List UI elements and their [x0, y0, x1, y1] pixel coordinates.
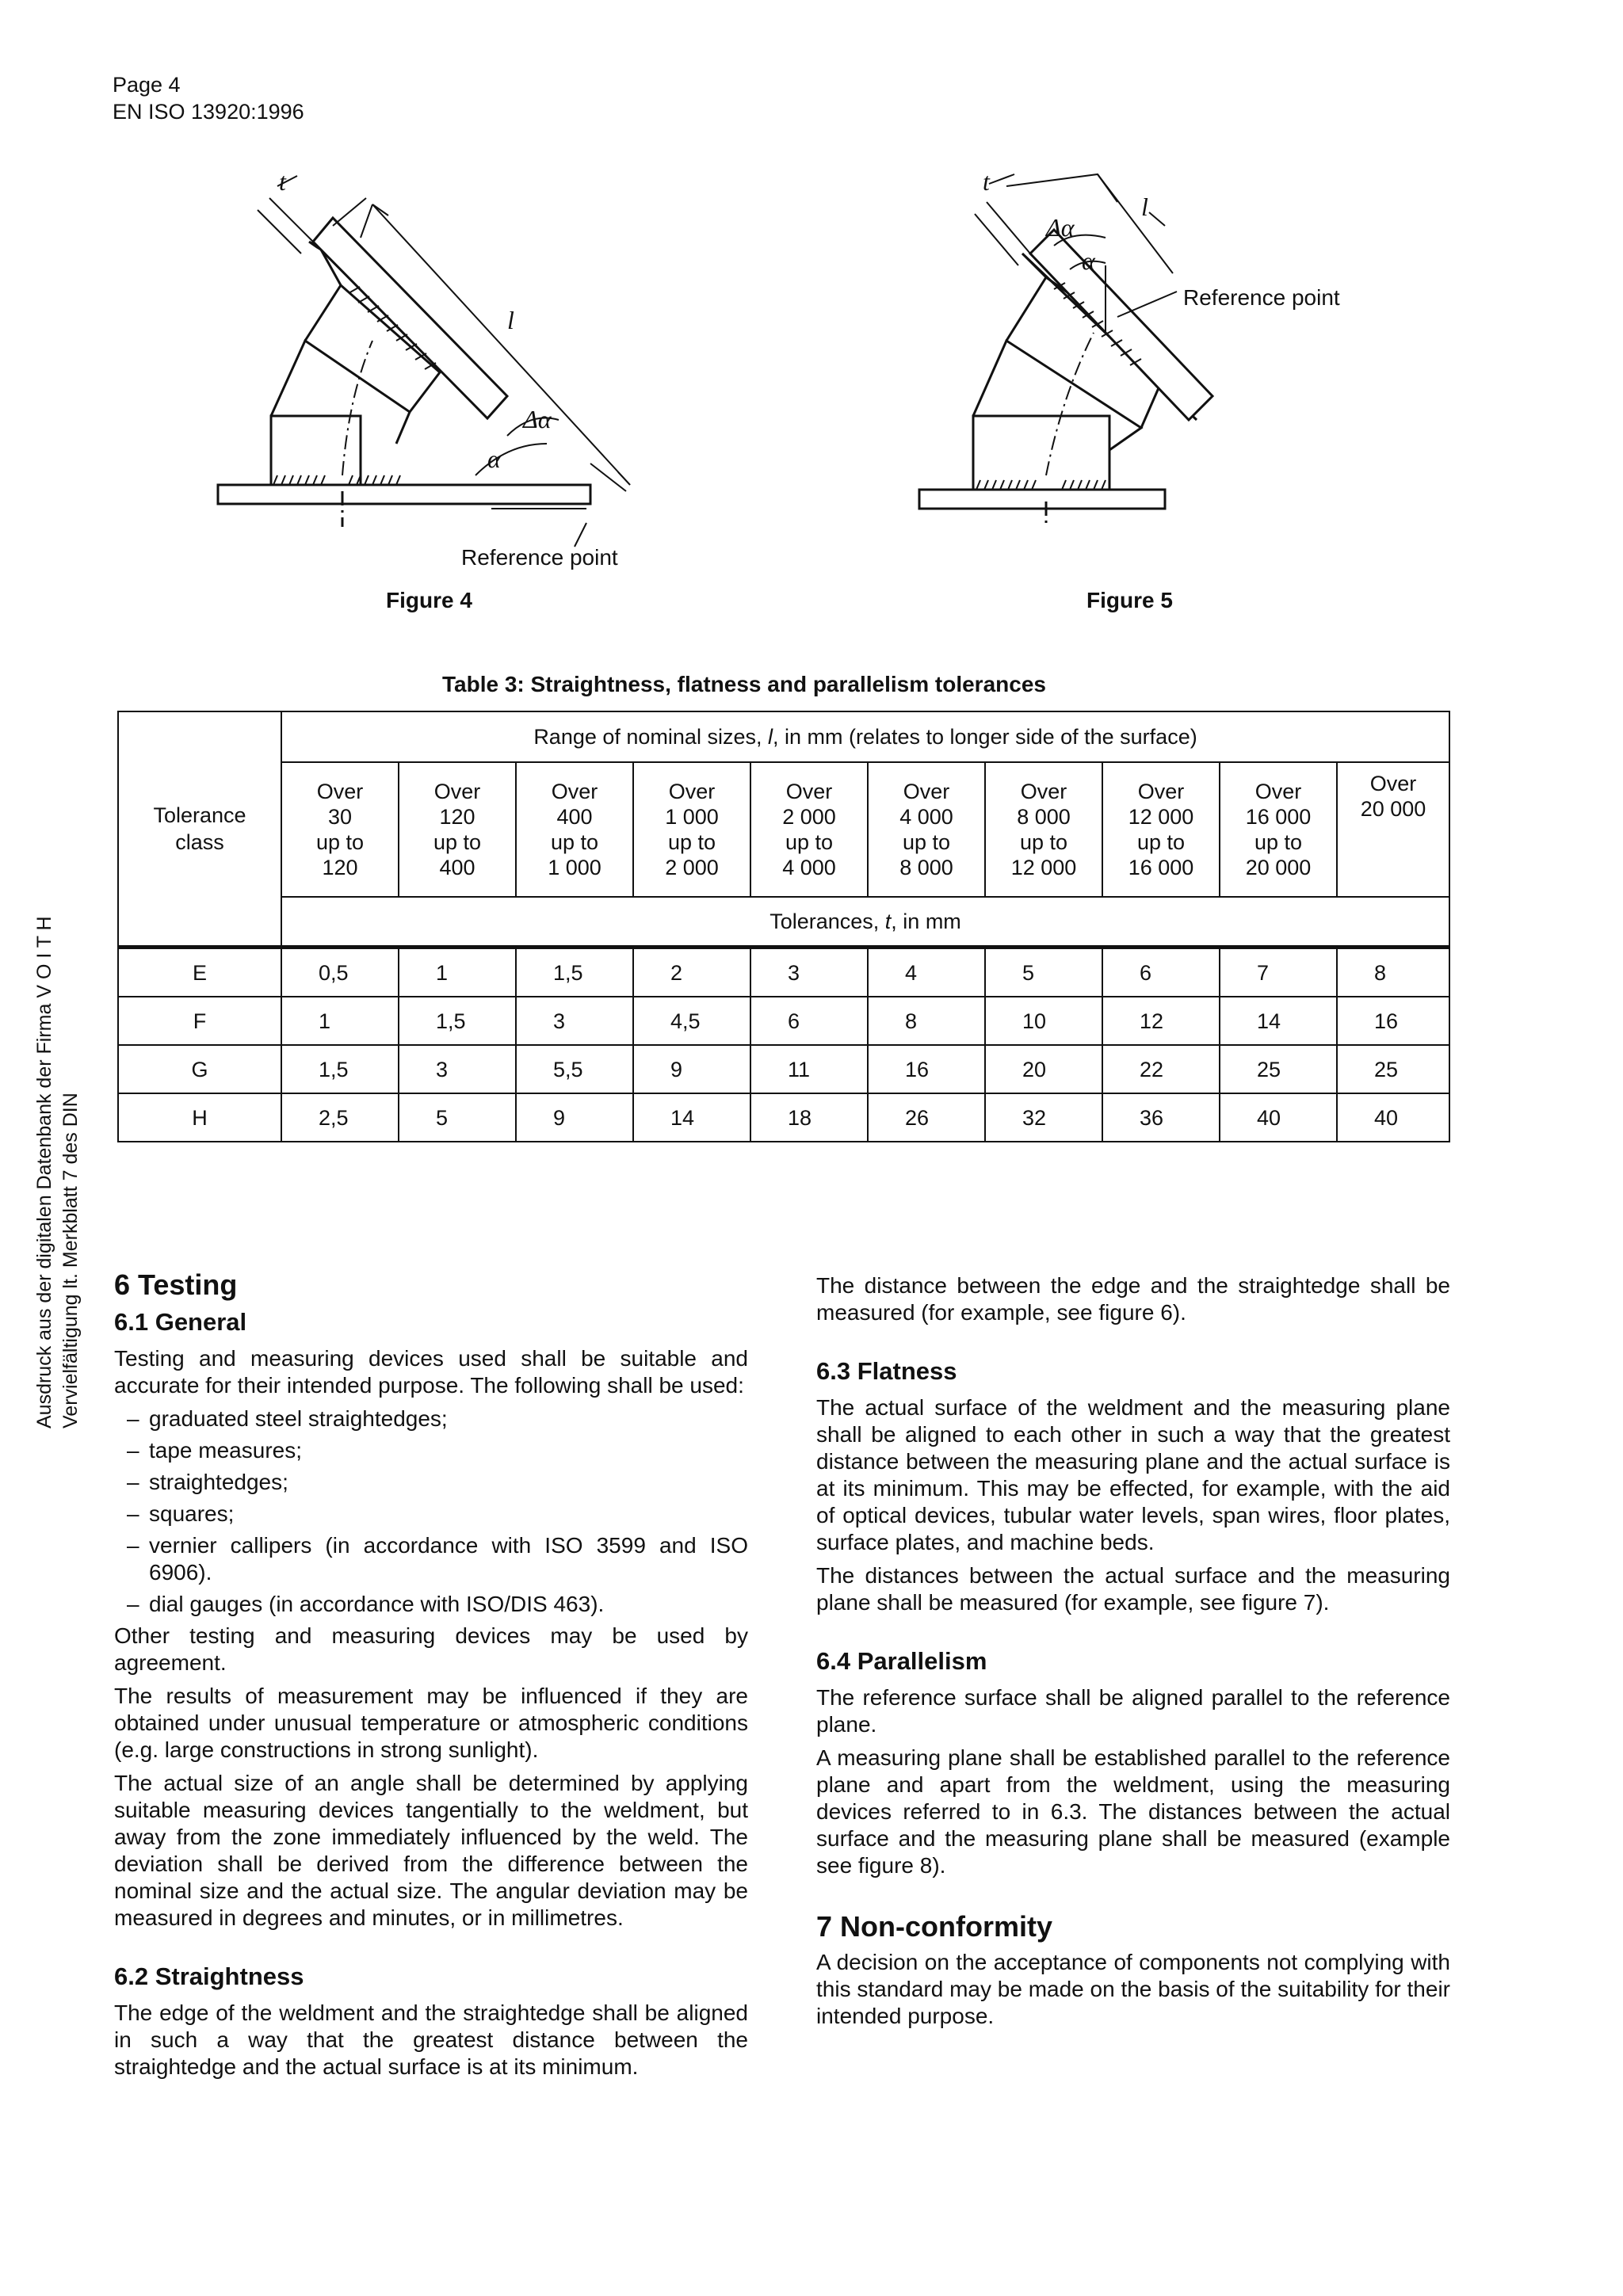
tolerance-table — [117, 711, 1450, 1142]
side-watermark — [32, 874, 84, 1428]
fig4-reference-label: Reference point — [461, 545, 618, 570]
fig4-l-symbol: l — [507, 306, 514, 334]
value-cell: 2 — [633, 948, 750, 997]
value-cell: 3 — [399, 1045, 516, 1093]
list-item: – squares; — [114, 1501, 748, 1527]
range-header: Range of nominal sizes, l, in mm (relates to longer side of the surface) — [281, 711, 1449, 762]
value-cell: 8 — [1337, 948, 1449, 997]
list-item: – straightedges; — [114, 1469, 748, 1496]
para-other: Other testing and measuring devices may be used by agreement. — [114, 1623, 748, 1675]
heading-flatness: 6.3 Flatness — [816, 1357, 957, 1385]
size-range-cell: Over 4 000 up to 8 000 — [868, 762, 985, 897]
table-title: Table 3: Straightness, flatness and parallelism tolerances — [442, 672, 1046, 696]
value-cell: 4 — [868, 948, 985, 997]
para-general: Testing and measuring devices used shall be suitable and accurate for their intended purpose. The following shall be used: — [114, 1346, 748, 1398]
tolerances-header: Tolerances, t, in mm — [281, 897, 1449, 948]
value-cell: 36 — [1102, 1093, 1220, 1142]
size-range-cell: Over 12 000 up to 16 000 — [1102, 762, 1220, 897]
value-cell: 5 — [399, 1093, 516, 1142]
value-cell: 1,5 — [516, 948, 633, 997]
size-range-cell: Over 20 000 — [1337, 762, 1449, 897]
value-cell: 16 — [868, 1045, 985, 1093]
value-cell: 9 — [516, 1093, 633, 1142]
device-list — [114, 1405, 748, 1618]
para-parallelism-2: A measuring plane shall be established parallel to the reference plane and apart from the weldment, using the measuring devices referred to in 6.3. The distances between the actual surface and the measuring plane shall be measured (example see figure 8). — [816, 1745, 1450, 1878]
para-flatness-2: The distances between the actual surface and the measuring plane shall be measured (for example, see figure 7). — [816, 1563, 1450, 1615]
left-column — [114, 1268, 748, 2087]
value-cell: 6 — [1102, 948, 1220, 997]
tolerance-class-header: Tolerance class — [118, 711, 281, 948]
side-watermark-line2: Vervielfältigung lt. Merkblatt 7 des DIN — [59, 1093, 82, 1428]
side-watermark-line1: Ausdruck aus der digitalen Datenbank der Firma V O I T H — [33, 916, 55, 1428]
value-cell: 2,5 — [281, 1093, 399, 1142]
fig5-alpha-symbol: α — [1082, 246, 1095, 275]
para-distance: The distance between the edge and the straightedge shall be measured (for example, see figure 6). — [816, 1273, 1450, 1325]
value-cell: 5 — [985, 948, 1102, 997]
heading-general: 6.1 General — [114, 1308, 247, 1336]
para-flatness-1: The actual surface of the weldment and the measuring plane shall be aligned to each other in such a way that the greatest distance between the measuring plane and the actual surface is at its minimum. This may be effected, for example, with the aid of optical devices, tubular water levels, span wires, floor plates, surface plates, and machine beds. — [816, 1395, 1450, 1554]
class-cell: G — [118, 1045, 281, 1093]
heading-parallelism: 6.4 Parallelism — [816, 1647, 987, 1675]
figure-5-caption: Figure 5 — [1086, 588, 1173, 612]
right-column — [816, 1272, 1450, 2036]
class-cell: E — [118, 948, 281, 997]
size-range-cell: Over 30 up to 120 — [281, 762, 399, 897]
value-cell: 25 — [1220, 1045, 1337, 1093]
value-cell: 32 — [985, 1093, 1102, 1142]
value-cell: 40 — [1220, 1093, 1337, 1142]
class-cell: F — [118, 997, 281, 1045]
para-angle: The actual size of an angle shall be determined by applying suitable measuring devices tangentially to the weldment, but away from the zone immediately influenced by the weld. The deviation shall be derived from the difference between the nominal size and the actual size. The angular deviation may be measured in degrees and minutes, or in millimetres. — [114, 1771, 748, 1930]
size-range-cell: Over 400 up to 1 000 — [516, 762, 633, 897]
value-cell: 1 — [399, 948, 516, 997]
value-cell: 25 — [1337, 1045, 1449, 1093]
size-range-cell: Over 2 000 up to 4 000 — [750, 762, 868, 897]
page-number: Page 4 — [113, 73, 181, 97]
table-row-F — [118, 997, 1449, 1045]
fig5-delta-alpha-symbol: Δα — [1046, 213, 1075, 242]
para-results: The results of measurement may be influenced if they are obtained under unusual temperature or atmospheric conditions (e.g. large constructions in strong sunlight). — [114, 1684, 748, 1762]
value-cell: 22 — [1102, 1045, 1220, 1093]
value-cell: 4,5 — [633, 997, 750, 1045]
para-straightness: The edge of the weldment and the straightedge shall be aligned in such a way that the greatest distance between the straightedge and the actual surface is at its minimum. — [114, 2000, 748, 2079]
value-cell: 9 — [633, 1045, 750, 1093]
fig4-delta-alpha-symbol: Δα — [523, 405, 552, 433]
value-cell: 18 — [750, 1093, 868, 1142]
value-cell: 1 — [281, 997, 399, 1045]
value-cell: 10 — [985, 997, 1102, 1045]
table-row-H — [118, 1093, 1449, 1142]
fig5-l-symbol: l — [1141, 193, 1148, 221]
list-item: – dial gauges (in accordance with ISO/DIS 463). — [114, 1591, 748, 1618]
value-cell: 40 — [1337, 1093, 1449, 1142]
value-cell: 7 — [1220, 948, 1337, 997]
value-cell: 0,5 — [281, 948, 399, 997]
value-cell: 11 — [750, 1045, 868, 1093]
heading-straightness: 6.2 Straightness — [114, 1962, 304, 1990]
value-cell: 3 — [750, 948, 868, 997]
size-range-cell: Over 120 up to 400 — [399, 762, 516, 897]
fig5-t-symbol: t — [983, 167, 990, 196]
size-range-cell: Over 16 000 up to 20 000 — [1220, 762, 1337, 897]
list-item: – tape measures; — [114, 1437, 748, 1464]
value-cell: 26 — [868, 1093, 985, 1142]
value-cell: 1,5 — [281, 1045, 399, 1093]
list-item: – vernier callipers (in accordance with ISO 3599 and ISO 6906). — [114, 1532, 748, 1586]
value-cell: 14 — [1220, 997, 1337, 1045]
table-row-G — [118, 1045, 1449, 1093]
size-range-row — [118, 762, 1449, 897]
value-cell: 16 — [1337, 997, 1449, 1045]
heading-testing: 6 Testing — [114, 1268, 238, 1301]
list-item: – graduated steel straightedges; — [114, 1405, 748, 1432]
figure-4-caption: Figure 4 — [386, 588, 472, 612]
figure-5-drawing — [0, 0, 1623, 634]
fig5-reference-label: Reference point — [1183, 285, 1340, 310]
heading-nonconformity: 7 Non-conformity — [816, 1910, 1053, 1943]
value-cell: 8 — [868, 997, 985, 1045]
value-cell: 6 — [750, 997, 868, 1045]
standard-id: EN ISO 13920:1996 — [113, 100, 304, 124]
size-range-cell: Over 1 000 up to 2 000 — [633, 762, 750, 897]
value-cell: 12 — [1102, 997, 1220, 1045]
para-nonconformity: A decision on the acceptance of components not complying with this standard may be made on the basis of the suitability for their intended purpose. — [816, 1950, 1450, 2028]
fig4-t-symbol: t — [279, 167, 286, 196]
value-cell: 20 — [985, 1045, 1102, 1093]
value-cell: 5,5 — [516, 1045, 633, 1093]
fig4-alpha-symbol: α — [487, 444, 501, 473]
para-parallelism-1: The reference surface shall be aligned parallel to the reference plane. — [816, 1685, 1450, 1737]
size-range-cell: Over 8 000 up to 12 000 — [985, 762, 1102, 897]
table-row-E — [118, 948, 1449, 997]
value-cell: 3 — [516, 997, 633, 1045]
class-cell: H — [118, 1093, 281, 1142]
value-cell: 14 — [633, 1093, 750, 1142]
value-cell: 1,5 — [399, 997, 516, 1045]
